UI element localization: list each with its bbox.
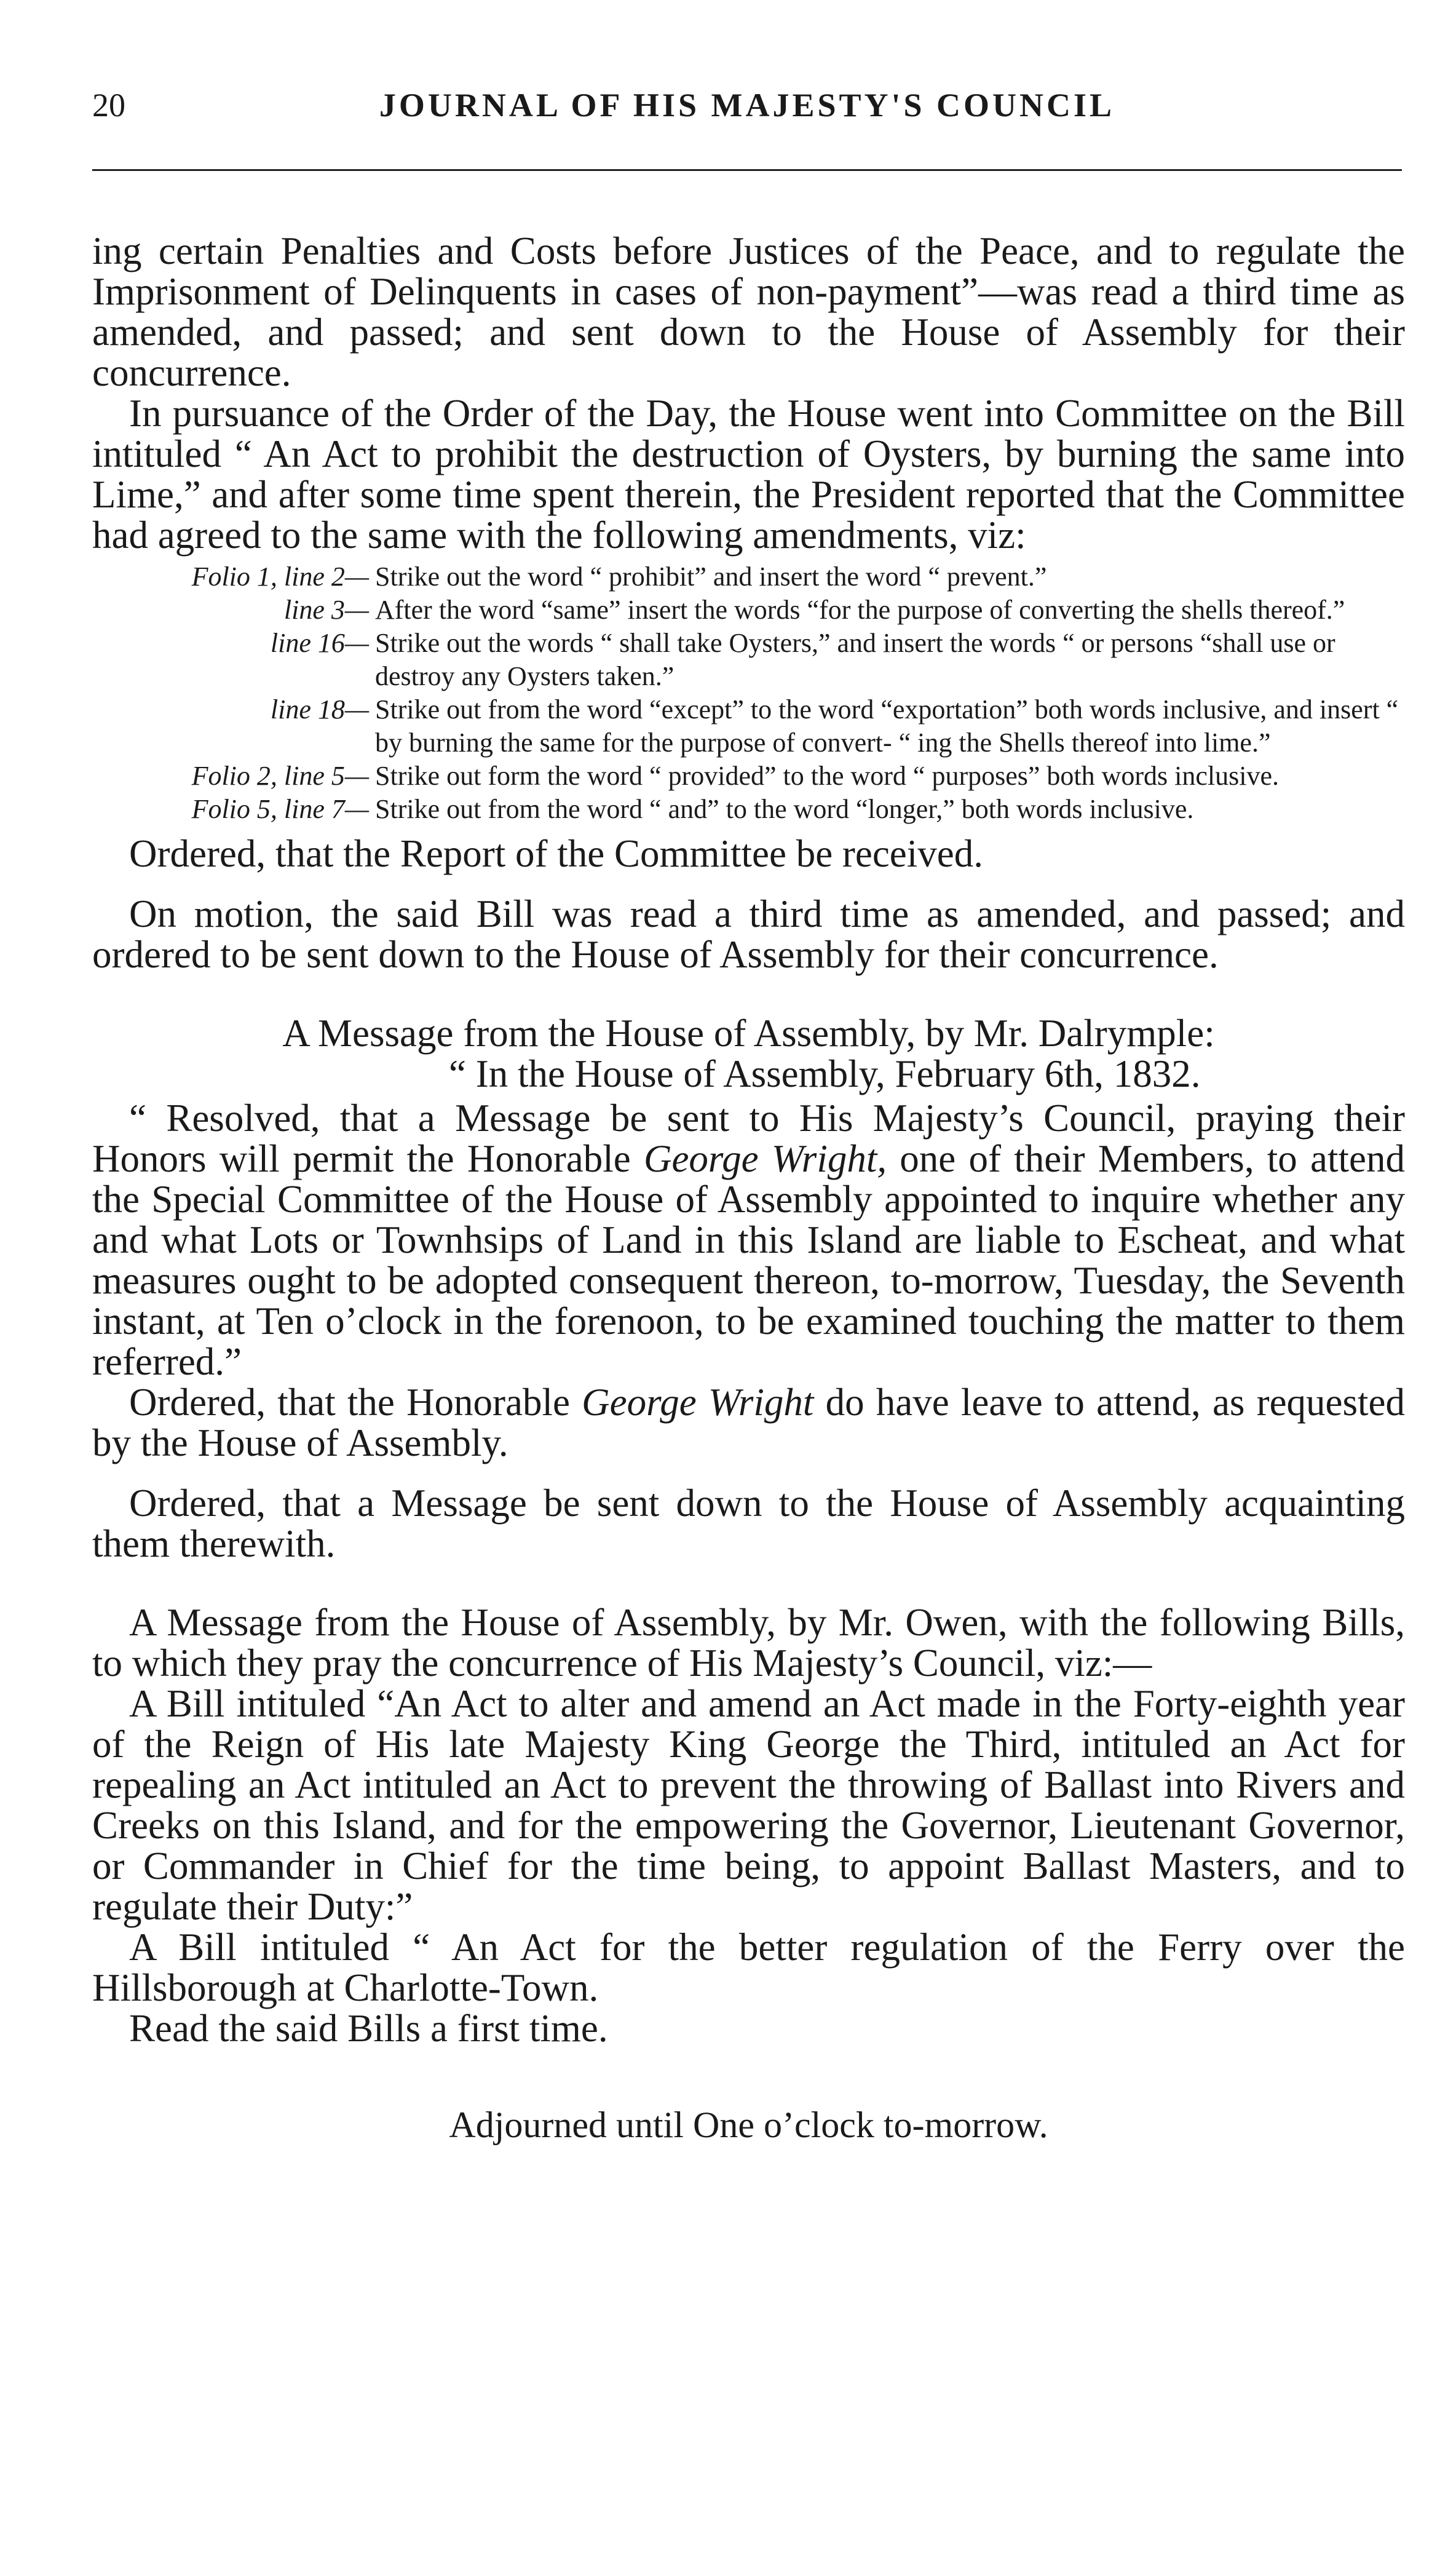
running-title: JOURNAL OF HIS MAJESTY'S COUNCIL [379, 87, 1115, 124]
amendment-item [92, 793, 1405, 826]
message-resolution [92, 1098, 1405, 1382]
page-header [92, 86, 1402, 135]
paragraph-ordered-message: Ordered, that a Message be sent down to the House of Assembly acquainting them therewith. [92, 1482, 1405, 1565]
message-dalrymple-intro: A Message from the House of Assembly, by Mr. Dalrymple: [282, 1012, 1215, 1055]
amendment-ref: line 16— [270, 628, 369, 658]
adjournment: Adjourned until One o’clock to-morrow. [449, 2105, 1048, 2145]
amendment-text: Strike out form the word “ provided” to the word “ purposes” both words inclusive. [375, 761, 1280, 791]
ordered-text-a: Ordered, that the Honorable [129, 1381, 582, 1424]
amendment-ref: line 3— [283, 595, 369, 625]
paragraph-continuation: ing certain Penalties and Costs before Justices of the Peace, and to regulate the Imprisonment of Delinquents in cases of non-payment”—was read a third time as amended, and passed; and sent down to the House of Assembly for their concurrence. [92, 229, 1405, 394]
resolution-text-b: one of their Members, to attend the Special Committee of the House of Assembly appointed to inquire whether any and what Lots or Townhsips of Land in this Island are liable to Escheat, and what measures ought to be adopted consequent thereon, to-morrow, Tuesday, the Seventh instant, at Ten o’clock in the forenoon, to be examined touching the matter to them referred.” [92, 1137, 1405, 1383]
amendment-item [92, 560, 1405, 593]
paragraph-first-reading: Read the said Bills a first time. [129, 2007, 608, 2050]
amendment-text: Strike out the words “ shall take Oysters,” and insert the words “ or persons “shall use or destroy any Oysters taken.” [375, 628, 1335, 691]
amendment-item [92, 627, 1405, 693]
amendment-ref: Folio 1, line 2— [191, 562, 369, 592]
amendment-text: Strike out the word “ prohibit” and insert the word “ prevent.” [375, 562, 1047, 592]
header-rule [92, 169, 1402, 171]
message-dateline: “ In the House of Assembly, February 6th, 1832. [449, 1052, 1201, 1095]
amendment-ref: Folio 2, line 5— [191, 761, 369, 791]
amendment-text: Strike out from the word “ and” to the word “longer,” both words inclusive. [375, 794, 1194, 824]
page-number: 20 [92, 87, 125, 124]
amendment-text: Strike out from the word “except” to the word “exportation” both words inclusive, and insert “ by burning the same for the purpose of convert- “ ing the Shells thereof into lime.” [375, 694, 1399, 758]
amendment-ref: line 18— [270, 694, 369, 724]
paragraph-ordered-leave [92, 1382, 1405, 1463]
amendment-item [92, 760, 1405, 793]
amendment-ref: Folio 5, line 7— [191, 794, 369, 824]
bill-ballast: A Bill intituled “An Act to alter and amend an Act made in the Forty-eighth year of the Reign of His late Majesty King George the Third, intituled an Act for repealing an Act intituled an Act to prevent the throwing of Ballast into Rivers and Creeks on this Island, and for the empowering the Governor, Lieutenant Governor, or Commander in Chief for the time being, to appoint Ballast Masters, and to regulate their Duty:” [92, 1682, 1405, 1928]
bill-ferry: A Bill intituled “ An Act for the better regulation of the Ferry over the Hillsborough at Charlotte-Town. [92, 1926, 1405, 2009]
member-name: George Wright, [643, 1137, 887, 1180]
message-owen-intro: A Message from the House of Assembly, by Mr. Owen, with the following Bills, to which they pray the concurrence of His Majesty’s Council, viz:— [92, 1601, 1405, 1685]
ordered-text-b: do have leave to attend, as requested by the House of Assembly. [92, 1381, 1405, 1464]
member-name: George Wright [582, 1381, 814, 1424]
page-body [92, 231, 1405, 2146]
resolution-text-a: “ Resolved, that a Message be sent to His Majesty’s Council, praying their Honors will permit the Honorable [92, 1097, 1405, 1180]
paragraph-motion-passed: On motion, the said Bill was read a third time as amended, and passed; and ordered to be sent down to the House of Assembly for their concurrence. [92, 892, 1405, 976]
amendment-text: After the word “same” insert the words “for the purpose of converting the shells thereof.” [375, 595, 1345, 625]
paragraph-report-received: Ordered, that the Report of the Committee be received. [129, 832, 983, 875]
paragraph-committee-oysters: In pursuance of the Order of the Day, the House went into Committee on the Bill intituled “ An Act to prohibit the destruction of Oysters, by burning the same into Lime,” and after some time spent therein, the President reported that the Committee had agreed to the same with the following amendments, viz: [92, 392, 1405, 557]
amendment-item [92, 693, 1405, 760]
amendment-item [92, 593, 1405, 627]
amendments-list [92, 560, 1405, 826]
